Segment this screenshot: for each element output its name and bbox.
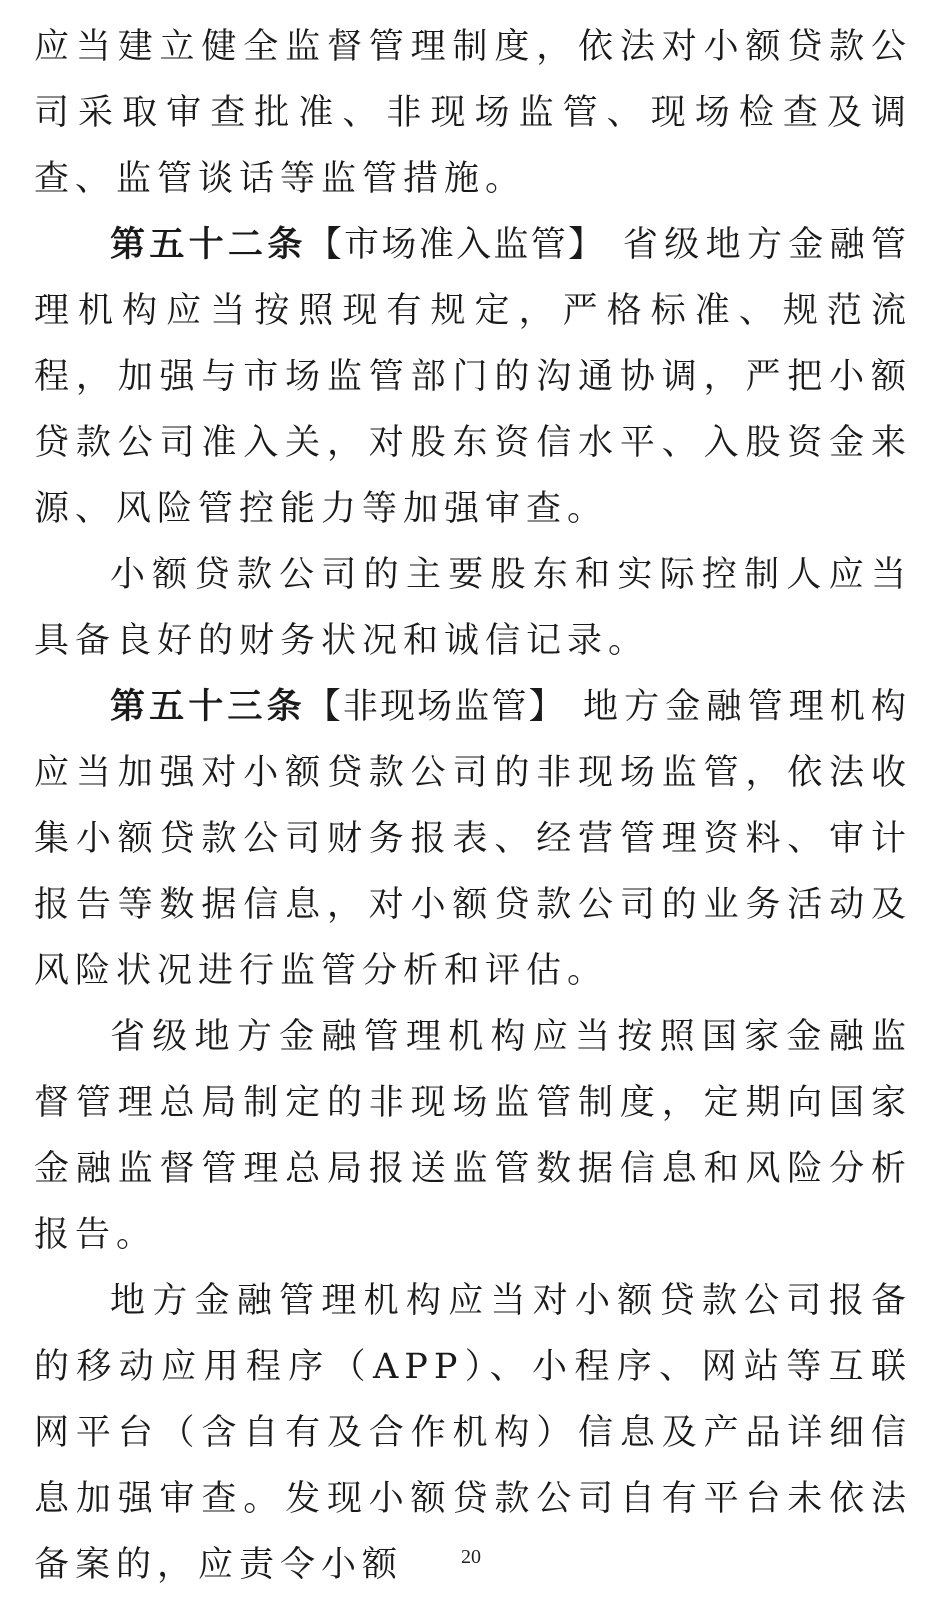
paragraph-text: 小额贷款公司的主要股东和实际控制人应当具备良好的财务状况和诚信记录。 xyxy=(34,555,912,661)
paragraph-text: 省级地方金融管理机构应当按照现有规定，严格标准、规范流程，加强与市场监管部门的沟通协调，严把小额贷款公司准入关，对股东资信水平、入股资金来源、风险管控能力等加强审查。 xyxy=(34,225,912,529)
article-number: 第五十二条 xyxy=(110,224,307,265)
article-title: 【市场准入监管】 xyxy=(306,225,606,265)
article-52-paragraph xyxy=(34,212,912,542)
paragraph-text: 应当建立健全监督管理制度，依法对小额贷款公司采取审查批准、非现场监管、现场检查及调查、监管谈话等监管措施。 xyxy=(34,27,912,199)
paragraph-text: 地方金融管理机构应当加强对小额贷款公司的非现场监管，依法收集小额贷款公司财务报表、经营管理资料、审计报告等数据信息，对小额贷款公司的业务活动及风险状况进行监管分析和评估。 xyxy=(34,687,912,991)
paragraph xyxy=(34,542,912,674)
article-53-paragraph xyxy=(34,674,912,1004)
article-number: 第五十三条 xyxy=(110,686,306,727)
paragraph-text: 地方金融管理机构应当对小额贷款公司报备的移动应用程序（APP）、小程序、网站等互联网平台（含自有及合作机构）信息及产品详细信息加强审查。发现小额贷款公司自有平台未依法备案的，应责令小额 xyxy=(34,1281,912,1585)
document-page xyxy=(34,14,912,1598)
page-number: 20 xyxy=(461,1546,481,1568)
paragraph-continuation xyxy=(34,14,912,212)
paragraph-text: 省级地方金融管理机构应当按照国家金融监督管理总局制定的非现场监管制度，定期向国家金融监督管理总局报送监管数据信息和风险分析报告。 xyxy=(34,1017,912,1255)
article-title: 【非现场监管】 xyxy=(305,687,566,727)
paragraph xyxy=(34,1004,912,1268)
